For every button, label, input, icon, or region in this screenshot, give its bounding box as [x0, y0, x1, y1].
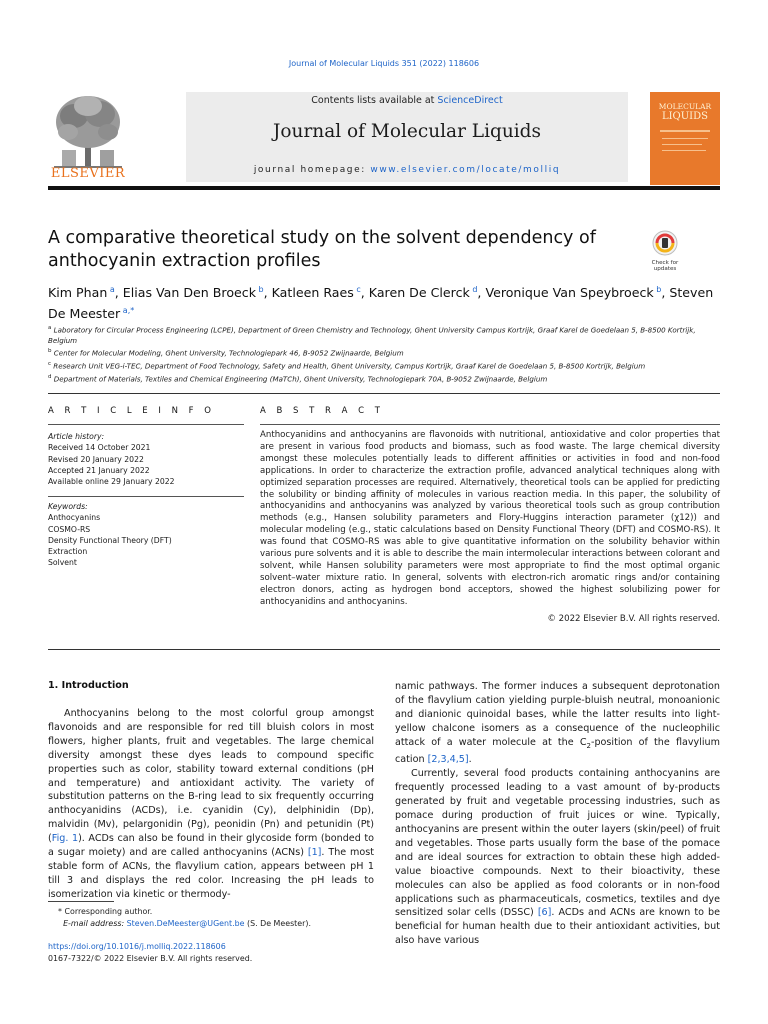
citation-link[interactable]: Fig. 1 — [51, 833, 79, 845]
check-for-updates-badge[interactable] — [648, 230, 682, 273]
footnote — [48, 906, 374, 930]
elsevier-logo[interactable] — [48, 92, 128, 184]
history-date: Received 14 October 2021 — [48, 443, 151, 453]
sciencedirect-link[interactable]: ScienceDirect — [437, 95, 503, 106]
keyword: Extraction — [48, 547, 88, 557]
article-title: A comparative theoretical study on the solvent dependency of anthocyanin extraction profiles — [48, 228, 596, 271]
history-date: Revised 20 January 2022 — [48, 454, 144, 464]
citation-link[interactable]: [2,3,4,5] — [427, 754, 469, 766]
article-history — [48, 431, 244, 487]
divider — [48, 424, 244, 425]
affiliation: $^c$ Research Unit VEG-i-TEC, Department of Food Technology, Safety and Health, Ghent University, Campus Kortrijk, Graaf Karel de Goedelaan 5, B-8500 Kortrijk, Belgium — [48, 361, 646, 371]
affiliation: $^a$ Laboratory for Circular Process Engineering (LCPE), Department of Green Chemistry and Technology, Ghent University Campus Kortrijk, Graaf Karel de Goedelaan 5, B-8500 Kortrijk, Belgium — [48, 325, 696, 345]
author-name[interactable]: Kim Phan — [48, 285, 108, 301]
check-updates-label: Check for updates — [651, 260, 679, 273]
divider — [48, 393, 720, 394]
citation-link[interactable]: [6] — [537, 907, 552, 919]
affiliations — [48, 323, 720, 385]
author-affiliation-mark[interactable]: d — [469, 285, 478, 294]
contents-available: Contents lists available at ScienceDirect — [311, 95, 503, 106]
journal-banner — [186, 92, 628, 182]
author-affiliation-mark[interactable]: a — [107, 285, 115, 294]
body-column-right — [395, 680, 720, 948]
divider — [48, 649, 720, 650]
check-updates-icon — [648, 230, 682, 256]
history-date: Available online 29 January 2022 — [48, 477, 175, 487]
keyword: Solvent — [48, 558, 77, 568]
history-date: Accepted 21 January 2022 — [48, 465, 150, 475]
section-heading: 1. Introduction — [48, 680, 129, 691]
journal-homepage: journal homepage: www.elsevier.com/locate/molliq — [253, 165, 561, 175]
paragraph: namic pathways. The former induces a subsequent deprotonation of the flavylium cation yielding purple-bluish neutral, monoanionic and dianionic quinoidal bases, while the latter results into light-yellow chalcone isomers as a consequence of the nucleophilic attack of a water molecule at the $C_2$-position of the flavylium cation [2,3,4,5]. — [395, 681, 720, 766]
keywords-label: Keywords: — [48, 502, 88, 511]
homepage-link[interactable]: www.elsevier.com/locate/molliq — [370, 165, 561, 175]
subscript: 2 — [586, 741, 591, 750]
keyword: Anthocyanins — [48, 513, 101, 523]
email-line: E-mail address: Steven.DeMeester@UGent.be (S. De Meester). — [63, 919, 311, 928]
paragraph: Currently, several food products containing anthocyanins are frequently processed leading to a vast amount of by-products generated by fruit and vegetable processing industries, such as pomace during production of fruit juices or wine. Typically, anthocyanins are present within the outer layers (skin/peel) of fruit and vegetables. Those parts usually form the base of the pomace and are ideal sources for extraction to obtain these high added-value bioactive compounds. Next to their bioactivity, these molecules can also be applied as food colorants or in non-food applications such as pharmaceuticals, cosmetics, textiles and dye sensitized solar cells (DSSC) [6]. ACDs and ACNs are known to be beneficial for human health due to their antioxidant activities, but also have various — [395, 768, 720, 947]
divider — [48, 496, 244, 497]
body-column-left: Anthocyanins belong to the most colorful group amongst flavonoids and are responsible for red till bluish colors in most flowers, higher plants, fruit and vegetables. The large chemical diversity amongst these dyes leads to compound specific properties such as color, stability toward external conditions (pH and temperature) and antioxidant activity. The variety of substitution patterns on the B-ring lead to six frequently occurring anthocyanidins (ACDs), i.e. cyanidin (Cy), delphinidin (Dp), malvidin (Mv), pelargonidin (Pg), peonidin (Pn) and petunidin (Pt) (Fig. 1). ACDs can also be found in their glycoside form (bonded to a sugar moiety) and are called anthocyanins (ACNs) [1]. The most stable form of ACNs, the flavylium cation, appears between pH 1 till 3 and displays the red color. Increasing the pH leads to isomerization via kinetic or thermody- — [48, 708, 375, 900]
journal-title[interactable]: Journal of Molecular Liquids — [272, 121, 542, 142]
issn-copyright: 0167-7322/© 2022 Elsevier B.V. All rights reserved. — [48, 954, 253, 963]
author-name[interactable]: Karen De Clerck — [368, 285, 470, 301]
author-name[interactable]: Elias Van Den Broeck — [122, 285, 256, 301]
abstract-heading: A B S T R A C T — [260, 406, 384, 416]
email-link[interactable]: Steven.DeMeester@UGent.be — [126, 919, 245, 928]
header-divider — [48, 186, 720, 190]
author-affiliation-mark[interactable]: a,* — [120, 306, 135, 316]
article-history-label: Article history: — [48, 432, 105, 441]
keywords — [48, 501, 244, 569]
cover-title: MOLECULAR LIQUIDS — [658, 102, 712, 122]
citation-link[interactable]: [1] — [307, 847, 322, 859]
doi-block — [48, 941, 374, 965]
journal-cover-thumbnail[interactable] — [650, 92, 720, 185]
journal-header — [48, 92, 720, 189]
author-name[interactable]: Veronique Van Speybroeck — [485, 285, 654, 301]
journal-citation[interactable]: Journal of Molecular Liquids 351 (2022) 118606 — [288, 59, 480, 68]
article-info-heading: A R T I C L E I N F O — [48, 406, 215, 416]
author-list: Kim Phan $^a$, Elias Van Den Broeck $^b$, Katleen Raes $^c$, Karen De Clerck $^d$, Veronique Van Speybroeck $^b$, Steven De Meester $^{a,*}$ — [48, 285, 714, 322]
footnote-divider — [48, 901, 114, 902]
author-name[interactable]: Steven De Meester — [48, 285, 714, 322]
doi-link[interactable]: https://doi.org/10.1016/j.molliq.2022.118606 — [48, 942, 226, 951]
author-affiliation-mark[interactable]: c — [353, 285, 361, 294]
abstract-copyright: © 2022 Elsevier B.V. All rights reserved. — [547, 614, 720, 624]
keyword: Density Functional Theory (DFT) — [48, 535, 172, 545]
author-affiliation-mark[interactable]: b — [653, 285, 662, 294]
divider — [260, 424, 720, 425]
affiliation: $^d$ Department of Materials, Textiles and Chemical Engineering (MaTCh), Ghent University, Technologiepark 70A, B-9052 Zwijnaarde, Belgium — [48, 374, 548, 384]
affiliation: $^b$ Center for Molecular Modeling, Ghent University, Technologiepark 46, B-9052 Zwijnaarde, Belgium — [48, 348, 404, 358]
author-affiliation-mark[interactable]: b — [256, 285, 264, 294]
elsevier-wordmark: ELSEVIER — [50, 166, 126, 181]
author-name[interactable]: Katleen Raes — [271, 285, 354, 301]
keyword: COSMO-RS — [48, 524, 91, 534]
corresponding-author-note: * Corresponding author. — [48, 907, 153, 916]
abstract-text: Anthocyanidins and anthocyanins are flavonoids with nutritional, antioxidative and color properties that are present in various food products and biomass, such as food waste. The large chemical diversity amongst these molecules potentially leads to different affinities or activities in food and non-food applications. In order to characterize the extraction profile, advanced analytical techniques along with optimized separation processes are required. Alternatively, theoretical tools can be applied for predicting the solubility or binding affinity of molecules in various reaction media. In this paper, the solubility of anthocyanidins and anthocyanins was analyzed by various theoretical tools such as group contribution methods (e.g., Hansen solubility parameters and Flory-Huggins interaction parameter (χ12)) and molecular modeling (e.g., static calculations based on Density Functional Theory (DFT) and COSMO-RS). It was found that COSMO-RS was able to give quantitative information on the solubility behavior within various pure solvents and it is able to describe the main intermolecular interactions between colorant and solvent, while Hansen solubility parameters were most appropriate to find the most optimal organic solvent–water mixture ratio. In general, solvents with electron-rich aromatic rings and/or containing electron donors, acting as hydrogen bond acceptors, showed the highest solubilizing power for anthocyanidins and anthocyanins. — [260, 430, 720, 607]
